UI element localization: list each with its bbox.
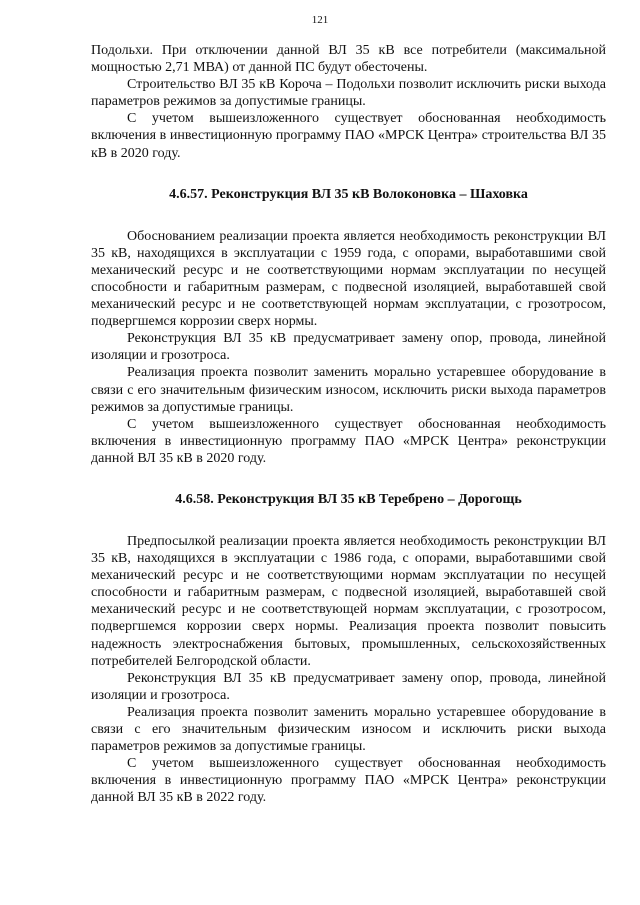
- section-heading-4-6-58: 4.6.58. Реконструкция ВЛ 35 кВ Теребрено – Дорогощь: [175, 491, 522, 507]
- document-body: [91, 42, 606, 806]
- section-2-paragraph-3: Реализация проекта позволит заменить морально устаревшее оборудование в связи с его значительным физическим износом и исключить риски выхода параметров режимов за допустимые границы.: [91, 704, 606, 755]
- section-heading-4-6-57: 4.6.57. Реконструкция ВЛ 35 кВ Волоконовка – Шаховка: [169, 186, 528, 202]
- section-1-paragraph-2: Реконструкция ВЛ 35 кВ предусматривает замену опор, провода, линейной изоляции и грозотроса.: [91, 331, 606, 364]
- section-2-paragraph-4: С учетом вышеизложенного существует обоснованная необходимость включения в инвестиционную программу ПАО «МРСК Центра» реконструкции данной ВЛ 35 кВ в 2022 году.: [91, 756, 606, 806]
- section-1-paragraph-1: Обоснованием реализации проекта является необходимость реконструкции ВЛ 35 кВ, находящихся в эксплуатации с 1959 года, с опорами, выработавшими свой механический ресурс и не соответствующими нормам эксплуатации по несущей способности и габаритным размерам, с подвесной изоляцией, выработавшей свой механический ресурс и не соответствующей нормам эксплуатации, с грозотросом, подвергшемся коррозии сверх нормы.: [91, 228, 606, 330]
- section-1-paragraph-4: С учетом вышеизложенного существует обоснованная необходимость включения в инвестиционную программу ПАО «МРСК Центра» реконструкции данной ВЛ 35 кВ в 2020 году.: [91, 416, 606, 466]
- section-2-paragraph-2: Реконструкция ВЛ 35 кВ предусматривает замену опор, провода, линейной изоляции и грозотроса.: [91, 670, 606, 703]
- section-2-paragraph-1: Предпосылкой реализации проекта является необходимость реконструкции ВЛ 35 кВ, находящихся в эксплуатации с 1986 года, с опорами, выработавшими свой механический ресурс и не соответствующими нормам эксплуатации по несущей способности и габаритным размерам, с подвесной изоляцией, выработавшей свой механический ресурс и не соответствующей нормам эксплуатации, с грозотросом, подвергшемся коррозии сверх нормы. Реализация проекта позволит повысить надежность электроснабжения бытовых, промышленных, сельскохозяйственных потребителей Белгородской области.: [91, 533, 606, 669]
- section-1-paragraph-3: Реализация проекта позволит заменить морально устаревшее оборудование в связи с его значительным физическим износом, исключить риски выхода параметров режимов за допустимые границы.: [91, 365, 606, 415]
- intro-paragraph-2: Строительство ВЛ 35 кВ Короча – Подольхи позволит исключить риски выхода параметров режимов за допустимые границы.: [91, 77, 606, 110]
- page-number: 121: [311, 14, 329, 26]
- intro-paragraph-3: С учетом вышеизложенного существует обоснованная необходимость включения в инвестиционную программу ПАО «МРСК Центра» строительства ВЛ 35 кВ в 2020 году.: [91, 111, 606, 161]
- intro-paragraph-1: Подольхи. При отключении данной ВЛ 35 кВ все потребители (максимальной мощностью 2,71 МВА) от данной ПС будут обесточены.: [91, 43, 606, 76]
